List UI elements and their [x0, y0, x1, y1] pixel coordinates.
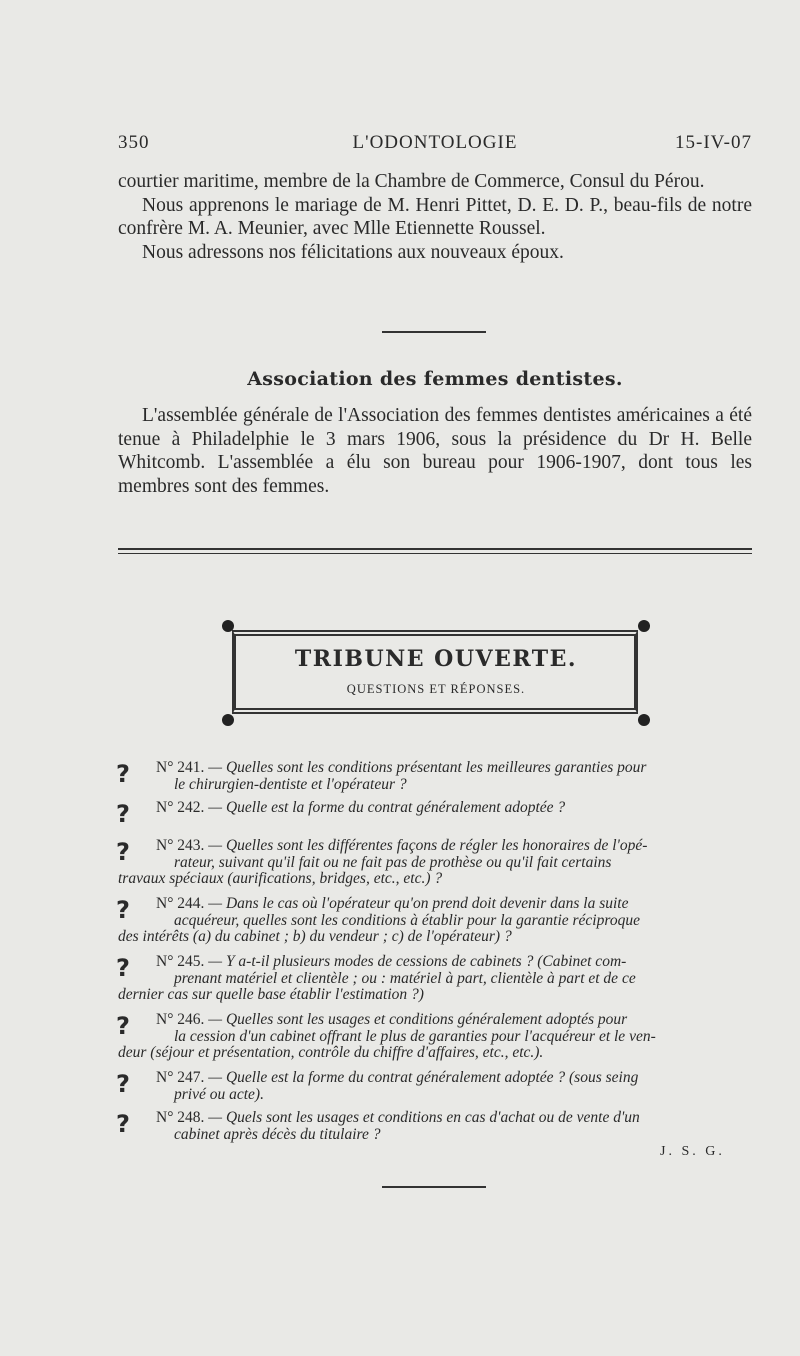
intro-paragraph-1: courtier maritime, membre de la Chambre de Commerce, Consul du Pérou. — [118, 171, 705, 192]
running-header — [118, 132, 752, 156]
question-247: ? N° 247. — Quelle est la forme du contrat généralement adoptée ? (sous seing privé ou acte). — [116, 1069, 639, 1103]
question-243: ? N° 243. — Quelles sont les différentes façons de régler les honoraires de l'opé- rateur, suivant qu'il fait ou ne fait pas de prothèse ou qu'il fait certains travaux spéciaux (aurifications, bridges, etc., etc.) ? — [116, 837, 648, 887]
question-mark-icon: ? — [116, 760, 130, 788]
section-paragraph: L'assemblée générale de l'Association des femmes dentistes américaines a été tenue à Philadelphie le 3 mars 1906, sous la présidence du Dr H. Belle Whitcomb. L'assemblée a élu son bureau pour 1906-1907, dont tous les membres sont des femmes. — [118, 405, 752, 497]
double-rule-top — [118, 548, 752, 550]
question-241: ? N° 241. — Quelles sont les conditions présentant les meilleures garanties pour le chirurgien-dentiste et l'opérateur ? — [116, 759, 647, 793]
question-mark-icon: ? — [116, 1110, 130, 1138]
ornament-bottom-left — [222, 714, 234, 726]
banner-frame — [232, 630, 638, 714]
intro-paragraph-2: Nous apprenons le mariage de M. Henri Pittet, D. E. D. P., beau-fils de notre confrère M. A. Meunier, avec Mlle Etiennette Roussel. — [118, 194, 752, 239]
question-244: ? N° 244. — Dans le cas où l'opérateur qu'on prend doit devenir dans la suite acquéreur, quelles sont les conditions à établir pour la garantie réciproque des intérêts (a) du cabinet ; b) du vendeur ; c) de l'opérateur) ? — [116, 895, 640, 945]
section-text — [118, 404, 752, 498]
section-title: Association des femmes dentistes. — [247, 368, 623, 390]
banner-title: TRIBUNE OUVERTE. — [294, 646, 578, 672]
author-signature: J. S. G. — [660, 1144, 725, 1159]
question-242: ? N° 242. — Quelle est la forme du contrat généralement adoptée ? — [116, 799, 566, 828]
ornament-bottom-right — [638, 714, 650, 726]
page-number: 350 — [118, 132, 150, 153]
issue-date: 15-IV-07 — [675, 132, 752, 153]
question-mark-icon: ? — [116, 1070, 130, 1098]
double-rule-bottom — [118, 553, 752, 554]
question-mark-icon: ? — [116, 954, 130, 982]
tribune-banner — [222, 620, 650, 726]
intro-text — [118, 170, 752, 264]
question-mark-icon: ? — [116, 1012, 130, 1040]
question-mark-icon: ? — [116, 838, 130, 866]
journal-title: L'ODONTOLOGIE — [352, 132, 518, 153]
short-divider — [382, 331, 486, 333]
intro-paragraph-3: Nous adressons nos félicitations aux nouveaux époux. — [142, 241, 564, 263]
question-245: ? N° 245. — Y a-t-il plusieurs modes de cessions de cabinets ? (Cabinet com- prenant matériel et clientèle ; ou : matériel à part, clientèle à part et de ce dernier cas sur quelle base établir l'estimation ?) — [116, 953, 636, 1003]
ornament-top-left — [222, 620, 234, 632]
question-248: ? N° 248. — Quels sont les usages et conditions en cas d'achat ou de vente d'un cabinet après décès du titulaire ? — [116, 1109, 640, 1143]
question-mark-icon: ? — [116, 896, 130, 924]
question-mark-icon: ? — [116, 800, 130, 828]
question-246: ? N° 246. — Quelles sont les usages et conditions généralement adoptés pour la cession d'un cabinet offrant le plus de garanties pour l'acquéreur et le ven- deur (séjour et présentation, contrôle du chiffre d'affaires, etc., etc.). — [116, 1011, 656, 1061]
ornament-top-right — [638, 620, 650, 632]
banner-subtitle: QUESTIONS ET RÉPONSES. — [346, 682, 526, 696]
end-divider — [382, 1186, 486, 1188]
